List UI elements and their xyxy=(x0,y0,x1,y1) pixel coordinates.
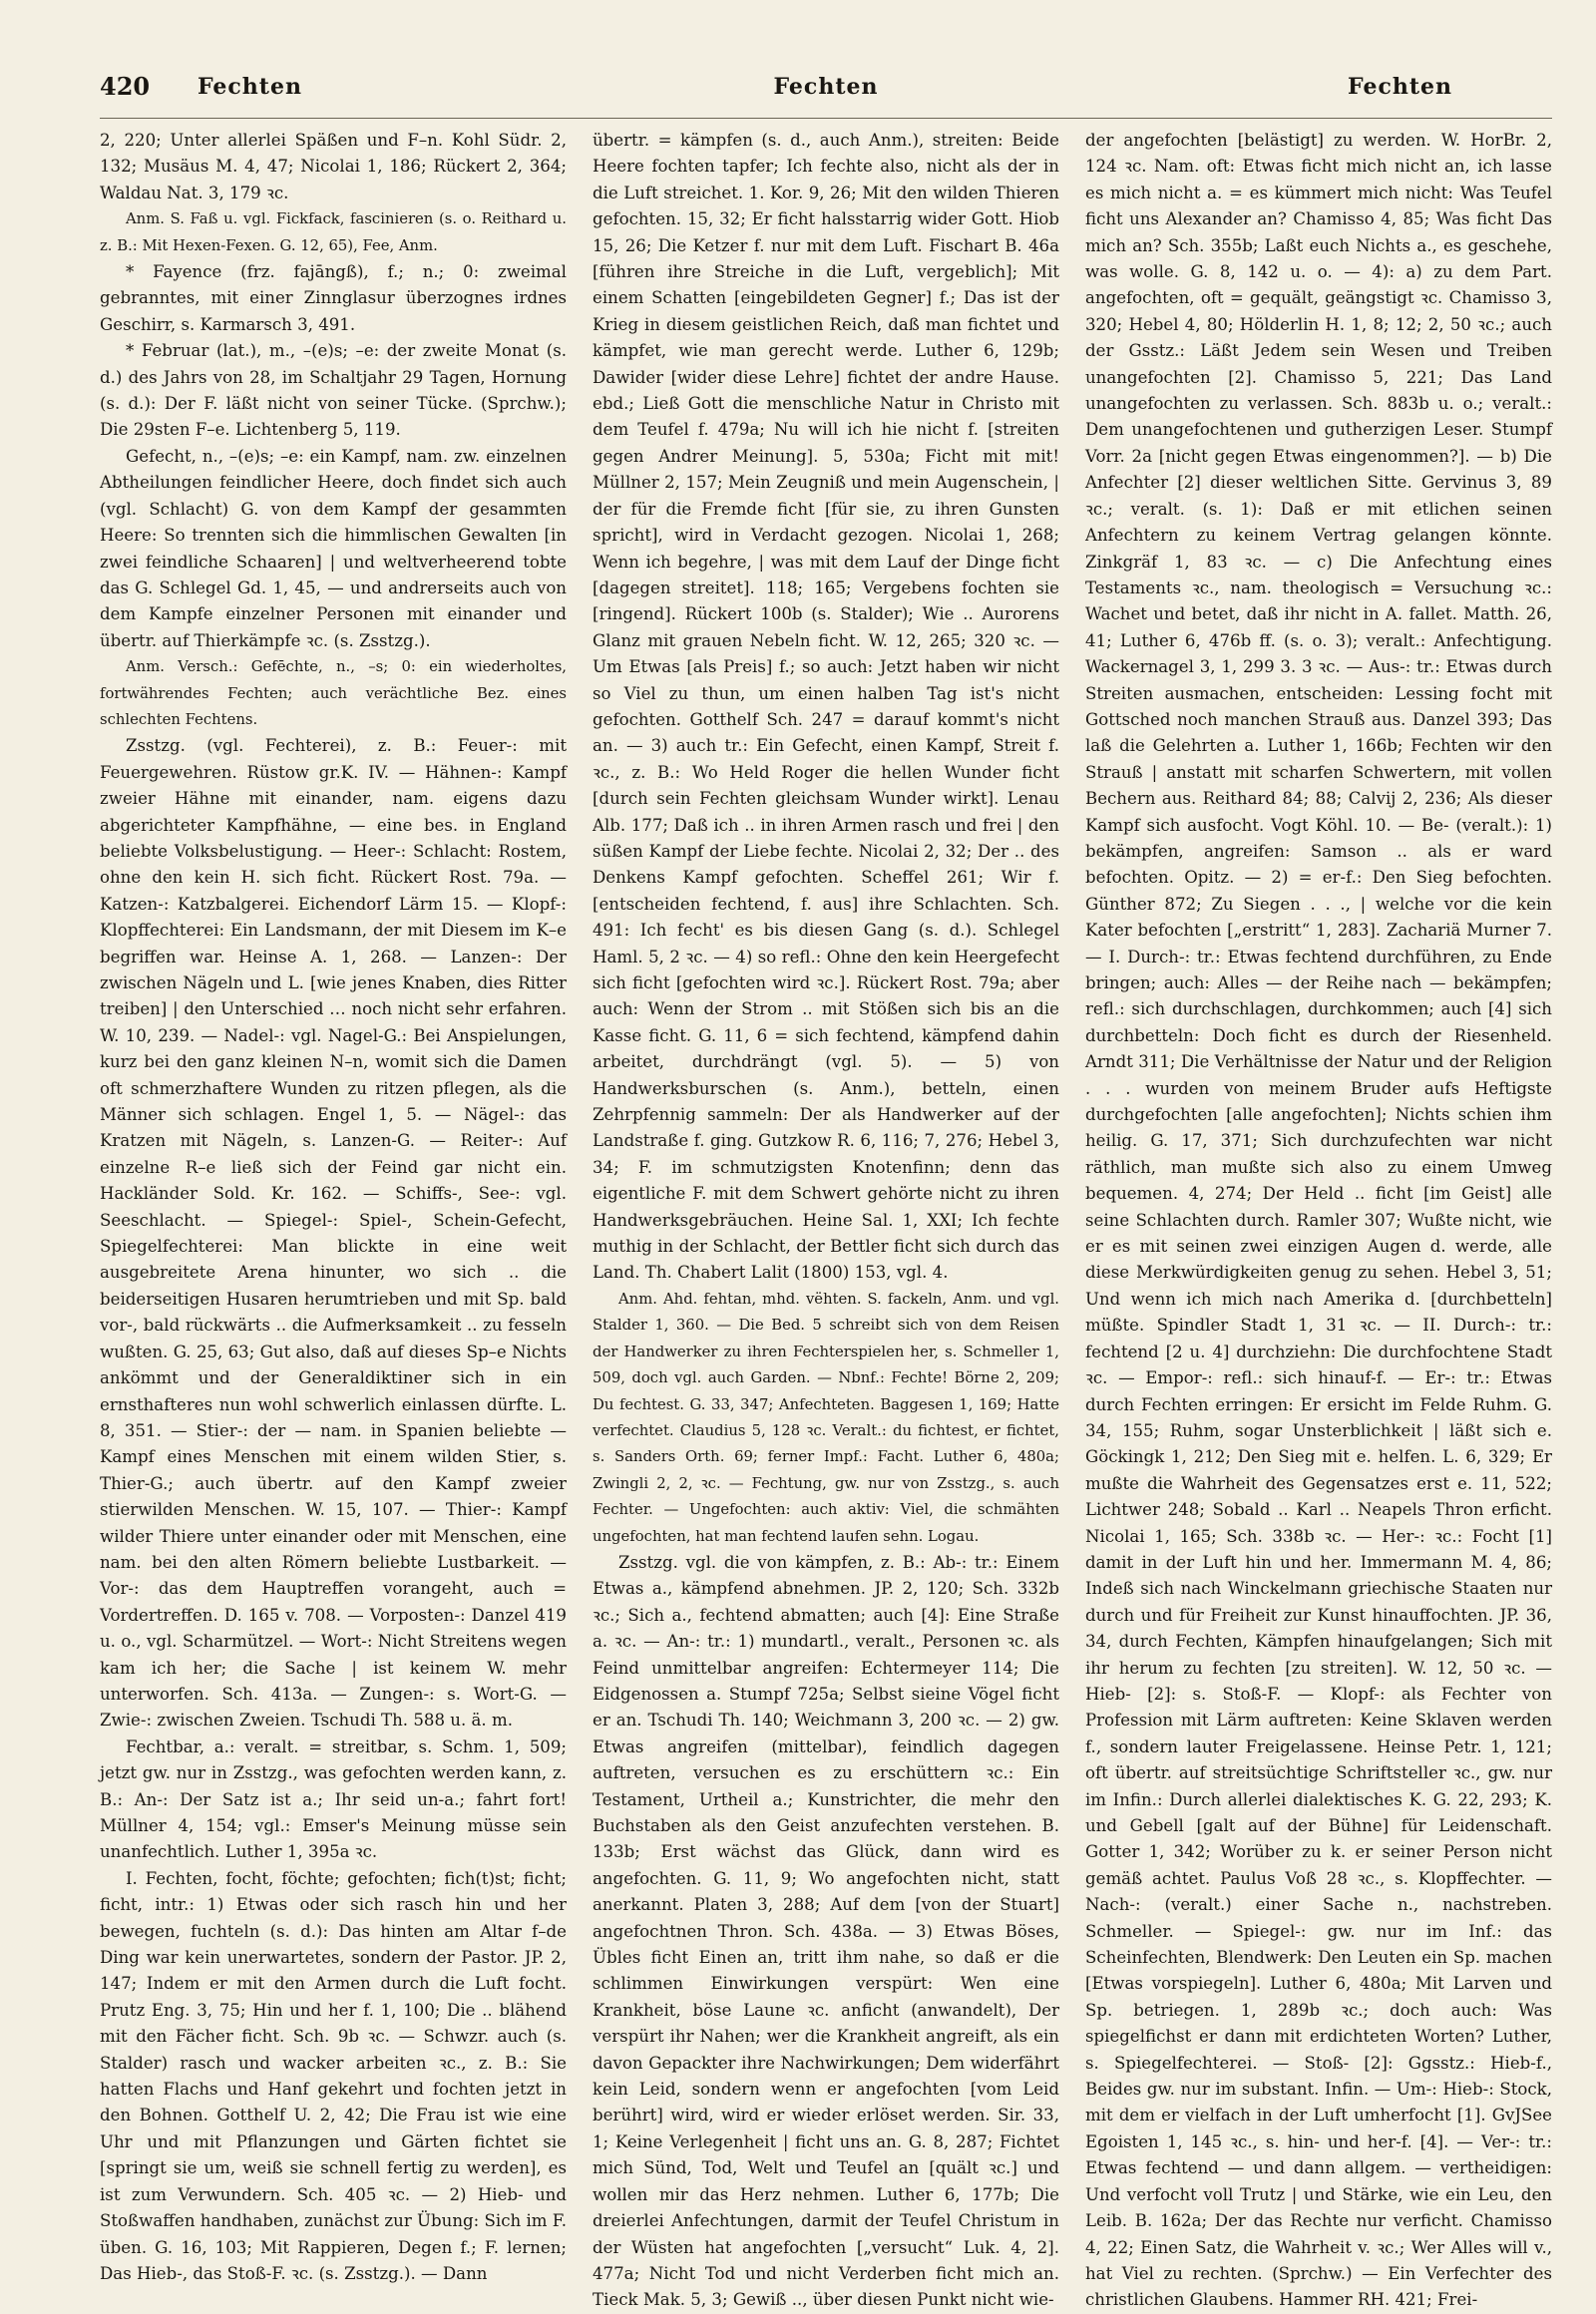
entry-gefecht: Gefecht, n., –(e)s; –e: ein Kampf, nam. zw. einzelnen Abtheilungen feindlicher Heere, doch findet sich auch (vgl. Schlacht) G. von dem Kampf der gesammten Heere: So trennten sich die himmlischen Gewalten [in zwei feindliche Schaaren] | und weltverheerend tobte das G. Schlegel Gd. 1, 45, — und andrerseits auch von dem Kampfe einzelner Personen mit einander und übertr. auf Thierkämpfe ꝛc. (s. Zsstzg.). xyxy=(100,446,567,650)
header-rule xyxy=(100,118,1552,119)
entry-fechtbar: Fechtbar, a.: veralt. = streitbar, s. Schm. 1, 509; jetzt gw. nur in Zsstzg., was gefochten werden kann, z. B.: An-: Der Satz ist a.; Ihr seid un-a.; fahrt fort! Müllner 4, 154; vgl.: Emser's Meinung müsse sein unanfechtlich. Luther 1, 395a ꝛc. xyxy=(100,1736,567,1862)
paragraph: Anm. S. Faß u. vgl. Fickfack, fascinieren (s. o. Reithard u. z. B.: Mit Hexen-Fexen. G. 12, 65), Fee, Anm. xyxy=(100,210,567,254)
column-right xyxy=(1085,128,1552,2310)
page-header xyxy=(100,72,1552,112)
running-head-center: Fechten xyxy=(773,74,879,100)
column-left xyxy=(100,128,567,2283)
running-head-right: Fechten xyxy=(1348,74,1452,100)
paragraph: übertr. = kämpfen (s. d., auch Anm.), streiten: Beide Heere fochten tapfer; Ich fechte also, nicht als der in die Luft streichet. 1. Kor. 9, 26; Mit den wilden Thieren gefochten. 15, 32; Er ficht halsstarrig wider Gott. Hiob 15, 26; Die Ketzer f. nur mit dem Luft. Fischart B. 46a [führen ihre Streiche in die Luft, vergeblich]; Mit einem Schatten [eingebildeten Gegner] f.; Das ist der Krieg in diesem geistlichen Reich, daß man fichtet und kämpfet, wie man gerecht werde. Luther 6, 129b; Dawider [wider diese Lehre] fichtet der andre Hause. ebd.; Ließ Gott die menschliche Natur in Christo mit dem Teufel f. 479a; Nu will ich hie nicht f. [streiten gegen Andrer Meinung]. 5, 530a; Ficht mit mit! Müllner 2, 157; Mein Zeugniß und mein Augenschein, | der für die Fremde ficht [für sie, zu ihren Gunsten spricht], wird in Verdacht gezogen. Nicolai 1, 268; Wenn ich begehre, | was mit dem Lauf der Dinge ficht [dagegen streitet]. 118; 165; Vergebens fochten sie [ringend]. Rückert 100b (s. Stalder); Wie .. Aurorens Glanz mit grauen Nebeln ficht. W. 12, 265; 320 ꝛc. — Um Etwas [als Preis] f.; so auch: Jetzt haben wir nicht so Viel zu thun, um einen halben Tag ist's nicht gefochten. Gotthelf Sch. 247 = darauf kommt's nicht an. — 3) auch tr.: Ein Gefecht, einen Kampf, Streit f. ꝛc., z. B.: Wo Held Roger die hellen Wunder ficht [durch sein Fechten gleichsam Wunder wirkt]. Lenau Alb. 177; Daß ich .. in ihren Armen rasch und frei | den süßen Kampf der Liebe fechte. Nicolai 2, 32; Der .. des Denkens Kampf gefochten. Scheffel 261; Wir f. [entscheiden fechtend, f. aus] ihre Schlachten. Sch. 491: Ich fecht' es bis diesen Gang (s. d.). Schlegel Haml. 5, 2 ꝛc. — 4) so refl.: Ohne den kein Heergefecht sich ficht [gefochten wird ꝛc.]. Rückert Rost. 79a; aber auch: Wenn der Strom .. mit Stößen sich bis an die Kasse ficht. G. 11, 6 = sich fechtend, kämpfend dahin arbeitet, durchdrängt (vgl. 5). — 5) von Handwerksburschen (s. Anm.), betteln, einen Zehrpfennig sammeln: Der als Handwerker auf der Landstraße f. ging. Gutzkow R. 6, 116; 7, 276; Hebel 3, 34; F. im schmutzigsten Knotenfinn; denn das eigentliche F. mit dem Schwert gehörte nicht zu ihren Handwerksgebräuchen. Heine Sal. 1, XXI; Ich fechte muthig in der Schlacht, der Bettler ficht sich durch das Land. Th. Chabert Lalit (1800) 153, vgl. 4. xyxy=(593,131,1059,1283)
paragraph: Zsstzg. (vgl. Fechterei), z. B.: Feuer-: mit Feuergewehren. Rüstow gr.K. IV. — Hähnen-: Kampf zweier Hähne mit einander, nam. eigens dazu abgerichteter Kampfhähne, — eine bes. in England beliebte Volksbelustigung. — Heer-: Schlacht: Rostem, ohne den kein H. sich ficht. Rückert Rost. 79a. — Katzen-: Katzbalgerei. Eichendorf Lärm 15. — Klopf-: Klopffechterei: Ein Landsmann, der mit Diesem im K–e begriffen war. Heinse A. 1, 268. — Lanzen-: Der zwischen Nägeln und L. [wie jenes Knaben, dies Ritter treiben] | den Unterschied … noch nicht sehr erfahren. W. 10, 239. — Nadel-: vgl. Nagel-G.: Bei Anspielungen, kurz bei den ganz kleinen N–n, womit sich die Damen oft schmerzhaftere Wunden zu ritzen pflegen, als die Männer sich schlagen. Engel 1, 5. — Nägel-: das Kratzen mit Nägeln, s. Lanzen-G. — Reiter-: Auf einzelne R–e ließ sich der Feind gar nicht ein. Hackländer Sold. Kr. 162. — Schiffs-, See-: vgl. Seeschlacht. — Spiegel-: Spiel-, Schein-Gefecht, Spiegelfechterei: Man blickte in eine weit ausgebreitete Arena hinunter, wo sich .. die beiderseitigen Husaren herumtrieben und mit Sp. bald vor-, bald rückwärts .. die Aufmerksamkeit .. zu fesseln wußten. G. 25, 63; Gut also, daß auf dieses Sp–e Nichts ankömmt und der Generaldiktiner sich in ein ernsthafteres nun wohl schwerlich einlassen dürfte. L. 8, 351. — Stier-: der — nam. in Spanien beliebte — Kampf eines Menschen mit einem wilden Stier, s. Thier-G.; auch übertr. auf den Kampf zweier stierwilden Menschen. W. 15, 107. — Thier-: Kampf wilder Thiere unter einander oder mit Menschen, eine nam. bei den alten Römern beliebte Lustbarkeit. — Vor-: das dem Hauptreffen vorangeht, auch = Vordertreffen. D. 165 v. 708. — Vorposten-: Danzel 419 u. o., vgl. Scharmützel. — Wort-: Nicht Streitens wegen kam ich her; die Sache | ist keinem W. mehr unterworfen. Sch. 413a. — Zungen-: s. Wort-G. — Zwie-: zwischen Zweien. Tschudi Th. 588 u. ä. m. xyxy=(100,736,567,1731)
paragraph: Zsstzg. vgl. die von kämpfen, z. B.: Ab-: tr.: Einem Etwas a., kämpfend abnehmen. JP. 2, 120; Sch. 332b ꝛc.; Sich a., fechtend abmatten; auch [4]: Eine Straße a. ꝛc. — An-: tr.: 1) mundartl., veralt., Personen ꝛc. als Feind unmittelbar angreifen: Echtermeyer 114; Die Eidgenossen a. Stumpf 725a; Selbst sieine Vögel ficht er an. Tschudi Th. 140; Weichmann 3, 200 ꝛc. — 2) gw. Etwas angreifen (mittelbar), feindlich dagegen auftreten, versuchen es zu erschüttern ꝛc.: Ein Testament, Urtheil a.; Kunstrichter, die mehr den Buchstaben als den Geist anzufechten verstehen. B. 133b; Erst wächst das Glück, dann wird es angefochten. G. 11, 9; Wo angefochten nicht, statt anerkannt. Platen 3, 288; Auf dem [von der Stuart] angefochtnen Thron. Sch. 438a. — 3) Etwas Böses, Übles ficht Einen an, tritt ihm nahe, so daß er die schlimmen Einwirkungen verspürt: Wen eine Krankheit, böse Laune ꝛc. anficht (anwandelt), Der verspürt ihr Nahen; wer die Krankheit angreift, als ein davon Gepackter ihre Nachwirkungen; Dem widerfährt kein Leid, sondern wenn er angefochten [vom Leid berührt] wird, wird er wieder erlöset werden. Sir. 33, 1; Keine Verlegenheit | ficht uns an. G. 8, 287; Fichtet mich Sünd, Tod, Welt und Teufel an [quält ꝛc.] und wollen mir das Herz nehmen. Luther 6, 177b; Die dreierlei Anfechtungen, darmit der Teufel Christum in der Wüsten hat angefochten [„versucht“ Luk. 4, 2]. 477a; Nicht Tod und nicht Verderben ficht mich an. Tieck Mak. 5, 3; Gewiß .., über diesen Punkt nicht wie- xyxy=(593,1552,1059,2310)
page-number: 420 xyxy=(100,72,151,101)
entry-fechten: I. Fechten, focht, föchte; gefochten; fich(t)st; ficht; ficht, intr.: 1) Etwas oder sich rasch hin und her bewegen, fuchteln (s. d.): Das hinten am Altar f–de Ding war kein unerwartetes, sondern der Pastor. JP. 2, 147; Indem er mit den Armen durch die Luft focht. Prutz Eng. 3, 75; Hin und her f. 1, 100; Die .. blähend mit den Fächer ficht. Sch. 9b ꝛc. — Schwzr. auch (s. Stalder) rasch und wacker arbeiten ꝛc., z. B.: Sie hatten Flachs und Hanf gekehrt und fochten jetzt in den Bohnen. Gotthelf U. 2, 42; Die Frau ist wie eine Uhr und mit Pflanzungen und Gärten fichtet sie [springt sie um, weiß sie schnell fertig zu werden], es ist zum Verwundern. Sch. 405 ꝛc. — 2) Hieb- und Stoßwaffen handhaben, zunächst zur Übung: Sich im F. üben. G. 16, 103; Mit Rappieren, Degen f.; F. lernen; Das Hieb-, das Stoß-F. ꝛc. (s. Zsstzg.). — Dann xyxy=(100,1868,567,2283)
text-columns xyxy=(100,128,1552,2310)
entry-fayence: * Fayence (frz. fajāngß), f.; n.; 0: zweimal gebranntes, mit einer Zinnglasur überzognes irdnes Geschirr, s. Karmarsch 3, 491. xyxy=(100,262,567,334)
running-head-left: Fechten xyxy=(198,74,302,100)
paragraph: 2, 220; Unter allerlei Späßen und F–n. Kohl Südr. 2, 132; Musäus M. 4, 47; Nicolai 1, 186; Rückert 2, 364; Waldau Nat. 3, 179 ꝛc. xyxy=(100,131,567,202)
paragraph: Anm. Ahd. fehtan, mhd. vëhten. S. fackeln, Anm. und vgl. Stalder 1, 360. — Die Bed. 5 schreibt sich von dem Reisen der Handwerker zu ihren Fechterspielen her, s. Schmeller 1, 509, doch vgl. auch Garden. — Nbnf.: Fechte! Börne 2, 209; Du fechtest. G. 33, 347; Anfechteten. Baggesen 1, 169; Hatte verfechtet. Claudius 5, 128 ꝛc. Veralt.: du fichtest, er fichtet, s. Sanders Orth. 69; ferner Impf.: Facht. Luther 6, 480a; Zwingli 2, 2, ꝛc. — Fechtung, gw. nur von Zsstzg., s. auch Fechter. — Ungefochten: auch aktiv: Viel, die schmähten ungefochten, hat man fechtend laufen sehn. Logau. xyxy=(593,1290,1059,1545)
paragraph: der angefochten [belästigt] zu werden. W. HorBr. 2, 124 ꝛc. Nam. oft: Etwas ficht mich nicht an, ich lasse es mich nicht a. = es kümmert mich nicht: Was Teufel ficht uns Alexander an? Chamisso 4, 85; Was ficht Das mich an? Sch. 355b; Laßt euch Nichts a., es geschehe, was wolle. G. 8, 142 u. o. — 4): a) zu dem Part. angefochten, oft = gequält, geängstigt ꝛc. Chamisso 3, 320; Hebel 4, 80; Hölderlin H. 1, 8; 12; 2, 50 ꝛc.; auch der Gsstz.: Läßt Jedem sein Wesen und Treiben unangefochten [2]. Chamisso 5, 221; Das Land unangefochten zu verlassen. Sch. 883b u. o.; veralt.: Dem unangefochtenen und gutherzigen Leser. Stumpf Vorr. 2a [nicht gegen Etwas eingenommen?]. — b) Die Anfechter [2] dieser weltlichen Sitte. Gervinus 3, 89 ꝛc.; veralt. (s. 1): Daß er mit etlichen seinen Anfechtern zu keinem Vertrag gelangen könnte. Zinkgräf 1, 83 ꝛc. — c) Die Anfechtung eines Testaments ꝛc., nam. theologisch = Versuchung ꝛc.: Wachet und betet, daß ihr nicht in A. fallet. Matth. 26, 41; Luther 6, 476b ff. (s. o. 3); veralt.: Anfechtigung. Wackernagel 3, 1, 299 3. 3 ꝛc. — Aus-: tr.: Etwas durch Streiten ausmachen, entscheiden: Lessing focht mit Gottsched noch manchen Strauß aus. Danzel 393; Das laß die Gelehrten a. Luther 1, 166b; Fechten wir den Strauß | anstatt mit scharfen Schwertern, mit vollen Bechern aus. Reithard 84; 88; Calvij 2, 236; Als dieser Kampf sich ausfocht. Vogt Köhl. 10. — Be- (veralt.): 1) bekämpfen, angreifen: Samson .. als er ward befochten. Opitz. — 2) = er-f.: Den Sieg befochten. Günther 872; Zu Siegen . . ., | welche vor die kein Kater befochten [„erstritt“ 1, 283]. Zachariä Murner 7. — I. Durch-: tr.: Etwas fechtend durchführen, zu Ende bringen; auch: Alles — der Reihe nach — bekämpfen; refl.: sich durchschlagen, durchkommen; auch [4] sich durchbetteln: Doch ficht es durch der Riesenheld. Arndt 311; Die Verhältnisse der Natur und der Religion . . . wurden von meinem Bruder aufs Heftigste durchgefochten [alle angefochten]; Nichts schien ihm heilig. G. 17, 371; Sich durchzufechten war nicht räthlich, man mußte sich also zu einem Umweg bequemen. 4, 274; Der Held .. ficht [im Geist] alle seine Schlachten durch. Ramler 307; Wußte nicht, wie er es mit seinen zwei einzigen Augen d. werde, alle diese Merkwürdigkeiten genug zu sehen. Hebel 3, 51; Und wenn ich mich nach Amerika d. [durchbetteln] müßte. Spindler Stadt 1, 31 ꝛc. — II. Durch-: tr.: fechtend [2 u. 4] durchziehn: Die durchfochtene Stadt ꝛc. — Empor-: refl.: sich hinauf-f. — Er-: tr.: Etwas durch Fechten erringen: Er ersicht im Felde Ruhm. G. 34, 155; Ruhm, sogar Unsterblichkeit | läßt sich e. Göckingk 1, 212; Den Sieg mit e. helfen. L. 6, 329; Er mußte die Wahrheit des Gegensatzes erst e. 11, 522; Lichtwer 248; Sobald .. Karl .. Neapels Thron erficht. Nicolai 1, 165; Sch. 338b ꝛc. — Her-: ꝛc.: Focht [1] damit in der Luft hin und her. Immermann M. 4, 86; Indeß sich nach Winckelmann griechische Staaten nur durch und für Freiheit zur Kunst hinauffochten. JP. 36, 34, durch Fechten, Kämpfen hinaufgelangen; Sich mit ihr herum zu fechten [zu streiten]. W. 12, 50 ꝛc. — Hieb- [2]: s. Stoß-F. — Klopf-: als Fechter von Profession mit Lärm auftreten: Keine Sklaven werden f., sondern lauter Freigelassene. Heinse Petr. 1, 121; oft übertr. auf streitsüchtige Schriftsteller ꝛc., gw. nur im Infin.: Durch allerlei dialektisches K. G. 22, 293; K. und Gebell [galt auf der Bühne] für Leidenschaft. Gotter 1, 342; Worüber zu k. er seiner Person nicht gemäß achtet. Paulus Voß 28 ꝛc., s. Klopffechter. — Nach-: (veralt.) einer Sache n., nachstreben. Schmeller. — Spiegel-: gw. nur im Inf.: das Scheinfechten, Blendwerk: Den Leuten ein Sp. machen [Etwas vorspiegeln]. Luther 6, 480a; Mit Larven und Sp. betriegen. 1, 289b ꝛc.; doch auch: Was spiegelfichst er dann mit erdichteten Worten? Luther, s. Spiegelfechterei. — Stoß- [2]: Ggsstz.: Hieb-f., Beides gw. nur im substant. Infin. — Um-: Hieb-: Stock, mit dem er vielfach in der Luft umherfocht [1]. GvJSee Egoisten 1, 145 ꝛc., s. hin- und her-f. [4]. — Ver-: tr.: Etwas fechtend — und dann allgem. — vertheidigen: Und verfocht voll Trutz | und Stärke, wie ein Leu, den Leib. B. 162a; Der das Rechte nur verficht. Chamisso 4, 22; Einen Satz, die Wahrheit v. ꝛc.; Wer Alles will v., hat Viel zu rechten. (Sprchw.) — Ein Verfechter des christlichen Glaubens. Hammer RH. 421; Frei- xyxy=(1085,131,1552,2310)
entry-februar: * Februar (lat.), m., –(e)s; –e: der zweite Monat (s. d.) des Jahrs von 28, im Schaltjahr 29 Tagen, Hornung (s. d.): Der F. läßt nicht von seiner Tücke. (Sprchw.); Die 29sten F–e. Lichtenberg 5, 119. xyxy=(100,341,567,440)
column-middle xyxy=(593,128,1059,2310)
paragraph: Anm. Versch.: Gefēchte, n., –s; 0: ein wiederholtes, fortwährendes Fechten; auch verächtliche Bez. eines schlechten Fechtens. xyxy=(100,658,567,728)
